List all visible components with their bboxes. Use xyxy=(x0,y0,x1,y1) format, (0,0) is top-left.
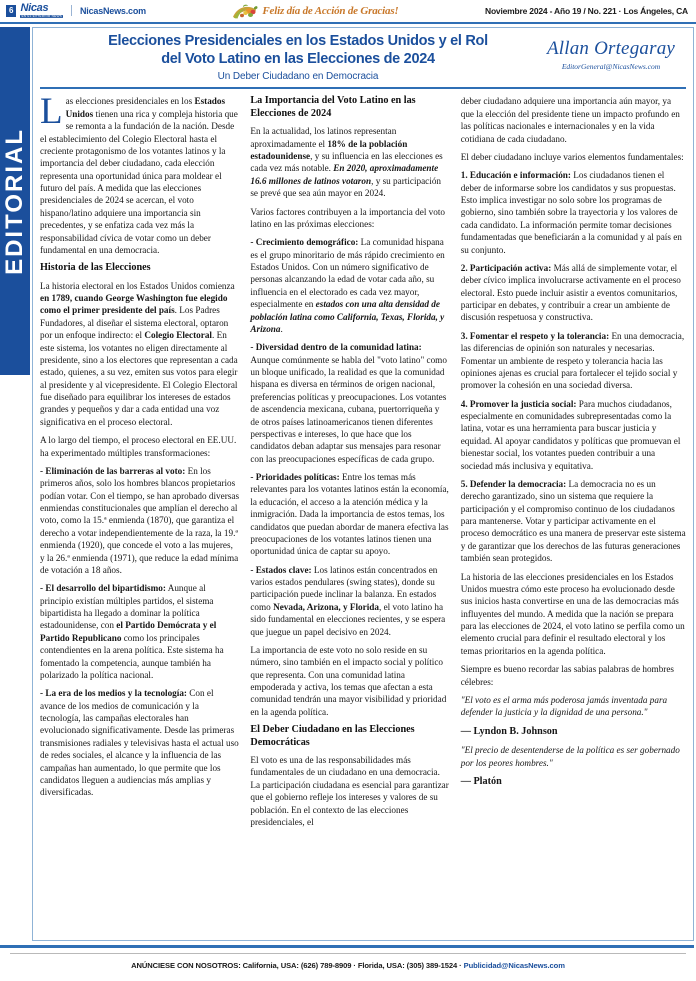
article-title xyxy=(60,33,536,68)
c2-p4 xyxy=(250,341,449,465)
c2-heading-importancia xyxy=(250,95,449,120)
c2-p8: El voto es una de las responsabilidades más fundamentales de un ciudadano en una democracia. La participación ciudadana es esencial para garantizar que el gobierno refleje los intereses y valores de su población. En el contexto de las elecciones presidenciales, el xyxy=(250,755,449,827)
site-url-link[interactable]: NicasNews.com xyxy=(79,5,146,16)
c2-p6 xyxy=(250,564,449,638)
c1-p1-bold: Estados Unidos xyxy=(65,96,226,119)
c2-p3-bolditalic: estados con una alta densidad de población latina como California, Texas, Florida, y Arizona xyxy=(250,299,445,334)
c1-p6-bold: - La era de los medios y la tecnología: xyxy=(40,688,187,699)
headline-rule xyxy=(40,87,686,89)
c1-heading-historia: Historia de las Elecciones xyxy=(40,262,151,274)
c3-p4 xyxy=(461,262,686,324)
c2-heading-importancia-l2: Elecciones de 2024 xyxy=(250,107,332,119)
c1-p3: A lo largo del tiempo, el proceso electoral en EE.UU. ha experimentado múltiples transformaciones: xyxy=(40,435,237,458)
c2-heading-deber xyxy=(250,724,449,749)
c2-p1-bold: 18% de la población estadounidense xyxy=(250,138,408,161)
c2-p5-text: Entre los temas más relevantes para los votantes latinos están la economía, la educación, el acceso a la atención médica y la inmigración. Dada la importancia de estos temas, los candidatos que puedan abordar de manera efectiva las preocupaciones de los votantes latinos tienen una oportunidad única de captar su apoyo. xyxy=(250,472,449,557)
c2-p2: Varios factores contribuyen a la importancia del voto latino en las próximas elecciones: xyxy=(250,206,446,229)
c1-p5-a: Aunque al principio existían múltiples partidos, el sistema bipartidista ha llegado a dominar la política estadounidense, con xyxy=(40,583,214,631)
nicas-logo[interactable] xyxy=(20,3,63,18)
c3-quote-2-author: — Platón xyxy=(460,776,502,788)
c3-p6-bold: 4. Promover la justicia social: xyxy=(460,398,577,409)
c2-p6-a: Los latinos están concentrados en varios estados pendulares (swing states), donde su participación puede inclinar la balanza. En estados como xyxy=(250,564,438,612)
issue-info: Noviembre 2024 - Año 19 / No. 221 · Los Ángeles, CA xyxy=(485,6,688,16)
c1-p2-b: . Los Padres Fundadores, al diseñar el sistema electoral, optaron por un enfoque indirecto: el xyxy=(40,305,229,341)
article-frame xyxy=(32,27,694,941)
headline-block xyxy=(40,33,686,85)
c2-p3-a: La comunidad hispana es el grupo minoritario de más rápido crecimiento en Estados Unidos. Con un número significativo de personas alcanzando la edad de votar cada año, su influencia en el electorado es cada vez mayor, especialmente en xyxy=(250,237,445,310)
c1-p2-a: La historia electoral en los Estados Unidos comienza xyxy=(40,280,235,291)
c2-p1-c: , y su participación se prevé que sea aún mayor en 2024. xyxy=(250,175,442,199)
c3-p7 xyxy=(461,478,686,565)
c1-p2-bold1: en 1789, cuando George Washington fue elegido como el primer presidente del país xyxy=(40,293,228,316)
author-name: Allan Ortegaray xyxy=(546,38,676,59)
c2-p1-bolditalic: En 2020, aproximadamente 16.6 millones de latinos votaron xyxy=(250,163,439,186)
c2-p1-b: , y su influencia en las elecciones es cada vez más notable. xyxy=(250,151,443,174)
footer-contact-line xyxy=(0,961,696,970)
c1-p5-bold: - El desarrollo del bipartidismo: xyxy=(40,583,166,594)
c2-p4-bold: - Diversidad dentro de la comunidad latina: xyxy=(250,342,422,353)
c2-p3-bold: - Crecimiento demográfico: xyxy=(250,237,359,248)
footer-separator xyxy=(10,953,686,954)
byline-block xyxy=(536,33,686,71)
c3-p2: El deber ciudadano incluye varios elementos fundamentales: xyxy=(460,151,684,162)
c2-heading-importancia-l1: La Importancia del Voto Latino en las xyxy=(250,95,416,107)
footer-rule xyxy=(0,945,694,948)
c3-p3-text: Los ciudadanos tienen el deber de informarse sobre los candidatos y sus propuestas. Esto implica investigar no solo sobre los programas de gobierno, sino también sobre la trayectoria y los valores de cada candidato. La información permite tomar decisiones fundamentadas que beneficiarán a la comunidad y al país en su conjunto. xyxy=(460,170,682,255)
c2-p5-bold: - Prioridades políticas: xyxy=(250,472,340,482)
c1-p6 xyxy=(40,687,239,798)
c2-p7: La importancia de este voto no solo reside en su número, sino también en el impacto social y político que representa. Con una comunidad latina empoderada y activa, los temas que afectan a esta comunidad tendrán una mayor visibilidad y prioridad en la agenda política. xyxy=(250,644,447,717)
c2-heading-deber-l2: Democráticas xyxy=(250,736,310,748)
masthead-divider xyxy=(71,5,72,16)
c2-p3 xyxy=(250,236,449,335)
c3-p8: La historia de las elecciones presidenciales en los Estados Unidos muestra cómo este proceso ha evolucionado desde sus inicios hasta convertirse en una de las democracias más influyentes del mundo. A medida que la nación se prepara para las elecciones de 2024, el voto latino se perfila como un elemento crucial para definir el resultado electoral y los temas prioritarios en la agenda política. xyxy=(460,571,685,656)
c3-p3-bold: 1. Educación e información: xyxy=(460,170,571,181)
c2-p5 xyxy=(250,471,449,558)
c3-p5-bold: 3. Fomentar el respeto y la tolerancia: xyxy=(460,330,610,341)
logo-wordmark: Nicas xyxy=(20,2,49,15)
drop-cap: L xyxy=(40,95,63,133)
column-1 xyxy=(40,95,239,930)
c3-p7-text: La democracia no es un derecho garantizado, sino un sistema que requiere la participación y el compromiso continuo de los ciudadanos para mantenerse. Votar y participar activamente en el proceso democrático es una manera de preservar este sistema y de garantizar que los derechos de las futuras generaciones también sean protegidos. xyxy=(460,478,686,564)
c1-p2-c: . En este sistema, los votantes no eligen directamente al presidente, sino a los electores que representan a cada estado, quienes, a su vez, emiten sus votos para elegir al presidente y al vicepresidente. El Colegio Electoral fue diseñado para equilibrar los intereses de estados grandes y pequeños y dar a cada entidad una voz significativa en el proceso electoral. xyxy=(40,330,238,427)
cornucopia-icon xyxy=(232,3,258,20)
c2-p6-bold2: Nevada, Arizona, y Florida xyxy=(273,601,379,612)
c1-p2-bold2: Colegio Electoral xyxy=(144,330,212,341)
article-columns xyxy=(40,95,686,930)
c1-p4 xyxy=(40,465,239,576)
c1-p1-b: tienen una rica y compleja historia que se remonta a la fundación de la nación. Desde el establecimiento del Colegio Electoral hasta el creciente protagonismo de los votantes latinos y la importancia del deber ciudadano, cada elección representa una oportunidad única para moldear el futuro del país. A medida que las elecciones presidenciales de 2024 se acercan, el voto hispano/latino adquiere una importancia sin precedentes, y se enfatiza cada vez más la responsabilidad cívica de votar como un deber fundamental en una democracia. xyxy=(40,108,238,255)
c3-p3 xyxy=(461,169,686,256)
c3-p9: Siempre es bueno recordar las sabias palabras de hombres célebres: xyxy=(460,664,674,687)
c1-p1-a: as elecciones presidenciales en los xyxy=(65,96,195,107)
c1-p6-text: Con el avance de los medios de comunicación y la tecnología, las campañas electorales han evolucionado significativamente. Desde las primeras transmisiones radiales y televisivas hasta el actual uso de redes sociales, el alcance y la influencia de las campañas han aumentado, lo que permite que los candidatos lleguen a audiencias más amplias y diversificadas. xyxy=(40,688,239,798)
c3-p6-text: Para muchos ciudadanos, especialmente en comunidades subrepresentadas como la latina, votar es una herramienta para buscar justicia y equidad. Al apoyar candidatos y políticas que promuevan el bienestar social, los votantes pueden contribuir a una sociedad más inclusiva y equitativa. xyxy=(460,398,681,471)
c3-p1: deber ciudadano adquiere una importancia aún mayor, ya que la elección del presidente tiene un impacto profundo en las políticas nacionales e internacionales y en la vida cotidiana de cada ciudadano. xyxy=(460,96,680,144)
editorial-section-label: EDITORIAL xyxy=(1,127,28,275)
c2-p4-text: Aunque comúnmente se habla del "voto latino" como un bloque unificado, la realidad es que la comunidad hispana es diversa en términos de origen nacional, preferencias políticas y preocupaciones. Los votantes de ascendencia mexicana, cubana, puertorriqueña y de otros países latinoamericanos tienen diferentes perspectivas e intereses, lo que hace que los candidatos deban adaptar sus mensajes para resonar con las preocupaciones específicas de cada grupo. xyxy=(250,354,447,464)
logo-tagline: EN EL EXTERIOR NEWS xyxy=(21,14,62,19)
masthead xyxy=(0,0,696,22)
column-2 xyxy=(250,95,449,930)
c2-heading-deber-l1: El Deber Ciudadano en las Elecciones xyxy=(250,724,415,736)
headline-main xyxy=(40,33,536,82)
c3-quote-1: "El voto es el arma más poderosa jamás inventada para defender la justicia y la dignidad de una persona." xyxy=(460,694,668,718)
c3-quote-1-author: — Lyndon B. Johnson xyxy=(460,725,558,737)
article-title-line1: Elecciones Presidenciales en los Estados Unidos y el Rol xyxy=(108,33,488,49)
holiday-greeting-block xyxy=(146,3,485,20)
c2-p6-bold: - Estados clave: xyxy=(250,564,312,575)
c1-p2 xyxy=(40,280,239,429)
c1-p5-bold2: el Partido Demócrata y el Partido Republicano xyxy=(40,620,217,643)
c1-lead-paragraph xyxy=(40,95,239,256)
page-number: 6 xyxy=(6,5,16,17)
c3-p4-bold: 2. Participación activa: xyxy=(460,262,552,273)
column-3 xyxy=(461,95,686,930)
c3-p5-text: En una democracia, las diferencias de opinión son naturales y necesarias. Fomentar un ambiente de respeto y tolerancia hacia las opiniones ajenas es crucial para fortalecer el tejido social y promover la cohesión en una sociedad diversa. xyxy=(460,330,685,391)
c2-p1 xyxy=(250,125,449,199)
footer xyxy=(0,945,696,981)
c3-quote-2: "El precio de desentenderse de la política es ser gobernado por los peores hombres." xyxy=(460,745,680,768)
footer-label: ANÚNCIESE CON NOSOTROS: xyxy=(131,961,241,970)
c2-p1-a: En la actualidad, los latinos representan aproximadamente el xyxy=(250,126,397,149)
c1-p4-bold: - Eliminación de las barreras al voto: xyxy=(40,465,186,476)
c1-p4-text: En los primeros años, solo los hombres blancos propietarios podían votar. Con el tiempo, se han aprobado diversas enmiendas constitucionales que amplían el derecho al voto, como la 15.ª enmienda (1870), que garantiza el derecho a votar independientemente de la raza, la 19.ª enmienda (1920), que concede el voto a las mujeres, y la 26.ª enmienda (1971), que reduce la edad mínima de votación a 18 años. xyxy=(40,465,240,575)
article-subtitle: Un Deber Ciudadano en Democracia xyxy=(217,71,379,83)
c1-p5 xyxy=(40,582,239,681)
c2-p6-b: , el voto latino ha sido fundamental en elecciones recientes, y se espera que juegue un papel decisivo en 2024. xyxy=(250,601,446,637)
author-email[interactable]: EditorGeneral@NicasNews.com xyxy=(561,62,661,71)
editorial-section-tab xyxy=(0,27,30,375)
masthead-left xyxy=(6,3,146,18)
c2-p3-b: . xyxy=(280,323,283,334)
c1-p5-b: como los principales contendientes en la arena política. Este sistema ha fomentado la competencia, aunque también ha polarizado la política nacional. xyxy=(40,632,224,680)
holiday-greeting-text: Feliz día de Acción de Gracias! xyxy=(262,5,399,17)
c3-p6 xyxy=(461,398,686,472)
c3-p7-bold: 5. Defender la democracia: xyxy=(460,478,567,489)
footer-email[interactable]: Publicidad@NicasNews.com xyxy=(463,961,565,970)
c3-p5 xyxy=(461,330,686,392)
footer-phones: California, USA: (626) 789-8909 · Florida, USA: (305) 389-1524 · xyxy=(240,961,464,970)
c3-p4-text: Más allá de simplemente votar, el deber cívico implica involucrarse activamente en el proceso electoral. Esto puede incluir asistir a eventos comunitarios, participar en debates, y contribuir a crear un ambiente de discusión respetuosa y constructiva. xyxy=(460,262,681,323)
page-body xyxy=(0,24,696,945)
article-title-line2: del Voto Latino en las Elecciones de 2024 xyxy=(161,50,435,67)
